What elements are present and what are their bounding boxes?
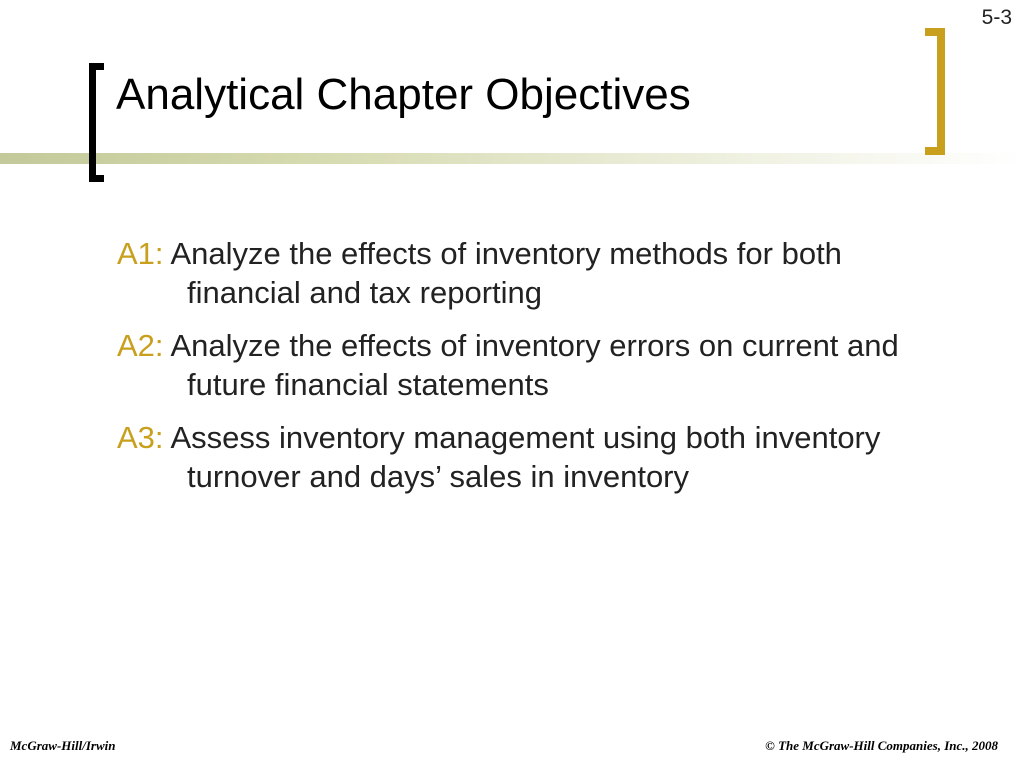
- right-bracket-decoration: [925, 28, 945, 155]
- objective-item: [117, 234, 957, 312]
- objective-code: A2:: [117, 328, 164, 363]
- slide-title: Analytical Chapter Objectives: [116, 70, 691, 119]
- left-bracket-decoration: [89, 63, 104, 182]
- page-number: 5-3: [981, 6, 1012, 29]
- objectives-list: [117, 234, 957, 510]
- objective-code: A3:: [117, 420, 164, 455]
- objective-text: Assess inventory management using both inventory turnover and days’ sales in inventory: [170, 420, 881, 494]
- objective-text: Analyze the effects of inventory errors on current and future financial statements: [170, 328, 899, 402]
- decorative-stripe: [0, 153, 1024, 164]
- objective-item: [117, 418, 957, 496]
- footer-copyright: © The McGraw-Hill Companies, Inc., 2008: [765, 738, 998, 753]
- objective-item: [117, 326, 957, 404]
- footer-publisher: McGraw-Hill/Irwin: [10, 738, 116, 753]
- objective-code: A1:: [117, 236, 164, 271]
- objective-text: Analyze the effects of inventory methods for both financial and tax reporting: [170, 236, 842, 310]
